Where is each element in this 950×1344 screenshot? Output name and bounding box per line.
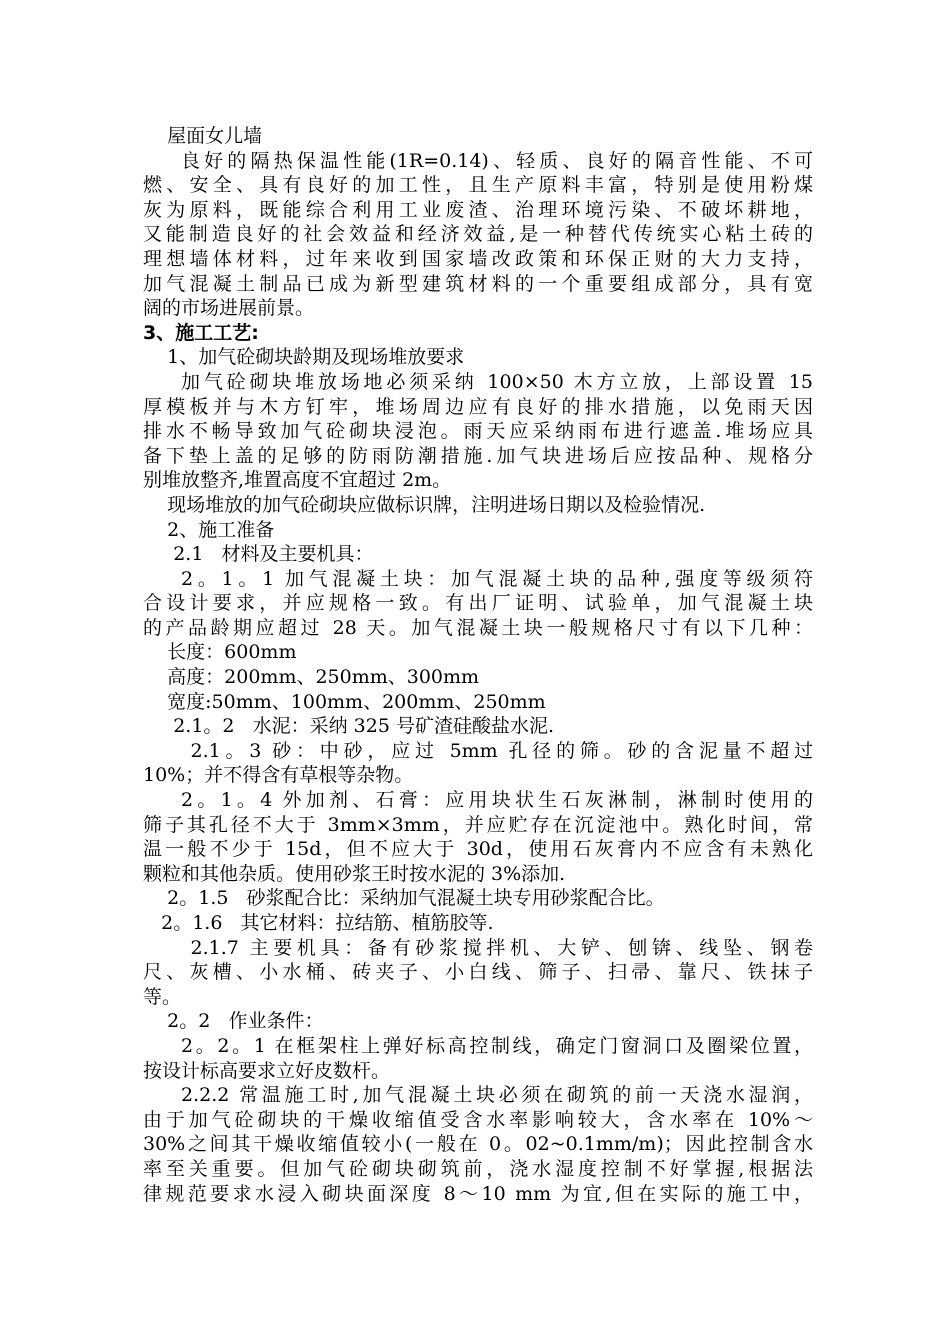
text-line: 的产品龄期应超过 28 天。加气混凝土块一般规格尺寸有以下几种：: [143, 616, 813, 639]
text-line: 别堆放整齐,堆置高度不宜超过 2m。: [143, 469, 452, 492]
text-line: 2。1。4 外加剂、石膏：应用块状生石灰淋制，淋制时使用的: [181, 789, 813, 812]
text-line: 屋面女儿墙: [143, 125, 263, 147]
text-line: 2。1。1 加气混凝土块：加气混凝土块的品种,强度等级须符: [181, 567, 813, 590]
text-line: 2。2 作业条件：: [143, 1010, 324, 1033]
text-line: 尺、灰槽、小水桶、砖夹子、小白线、筛子、扫帚、靠尺、铁抹子: [143, 961, 813, 984]
text-line: 阔的市场进展前景。: [143, 297, 315, 320]
text-line: 2。1.5 砂浆配合比：采纳加气混凝土块专用砂浆配合比。: [143, 887, 665, 910]
text-line: 理想墙体材料，过年来收到国家墙改政策和环保正财的大力支持，: [143, 247, 813, 270]
text-line: 10%；并不得含有草根等杂物。: [143, 764, 414, 787]
text-line: 颗粒和其他杂质。使用砂浆王时按水泥的 3%添加.: [143, 862, 566, 885]
text-line: 高度：200mm、250mm、300mm: [143, 666, 480, 689]
text-line: 30%之间其干燥收缩值较小(一般在 0。02~0.1mm/m)；因此控制含水: [143, 1133, 813, 1156]
text-line: 由于加气砼砌块的干燥收缩值受含水率影响较大，含水率在 10%～: [143, 1108, 813, 1131]
text-line: 2.1。2 水泥：采纳 325 号矿渣硅酸盐水泥.: [143, 715, 555, 738]
text-line: 2.2.2 常温施工时,加气混凝土块必须在砌筑的前一天浇水湿润，: [181, 1084, 813, 1107]
text-line: 按设计标高要求立好皮数杆。: [143, 1059, 391, 1082]
text-line: 2。1.6 其它材料：拉结筋、植筋胶等.: [143, 912, 494, 934]
text-line: 厚模板并与木方钉牢，堆场周边应有良好的排水措施，以免雨天因: [143, 395, 813, 418]
text-line: 律规范要求水浸入砌块面深度 8～10 mm 为宜,但在实际的施工中，: [143, 1182, 813, 1205]
text-line: 灰为原料，既能综合利用工业废渣、治理环境污染、不破坏耕地，: [143, 198, 813, 221]
text-line: 2、施工准备: [143, 518, 275, 541]
text-line: 现场堆放的加气砼砌块应做标识牌，注明进场日期以及检验情况.: [143, 493, 706, 516]
text-line: 宽度:50mm、100mm、200mm、250mm: [143, 690, 546, 713]
text-line: 又能制造良好的社会效益和经济效益,是一种替代传统实心粘土砖的: [143, 223, 813, 246]
text-line: 合设计要求，并应规格一致。有出厂证明、试验单，加气混凝土块: [143, 592, 813, 615]
text-line: 2.1.7 主要机具：备有砂浆搅拌机、大铲、刨锛、线坠、钢卷: [190, 936, 813, 959]
text-line: 1、加气砼砌块龄期及现场堆放要求: [143, 346, 465, 369]
body-text: [143, 124, 813, 1206]
text-line: 等。: [143, 985, 182, 1008]
text-line: 燃、安全、具有良好的加工性，且生产原料丰富，特别是使用粉煤: [143, 174, 813, 197]
text-line: 温一般不少于 15d，但不应大于 30d，使用石灰膏内不应含有未熟化: [143, 838, 813, 861]
text-line: 2.1 材料及主要机具：: [143, 543, 374, 566]
text-line: 筛子其孔径不大于 3mm×3mm，并应贮存在沉淀池中。熟化时间，常: [143, 813, 813, 836]
text-line: 良好的隔热保温性能(1R=0.14)、轻质、良好的隔音性能、不可: [181, 149, 813, 172]
text-line: 加气混凝土制品已成为新型建筑材料的一个重要组成部分，具有宽: [143, 272, 813, 295]
text-line: 备下垫上盖的足够的防雨防潮措施.加气块进场后应按品种、规格分: [143, 444, 813, 467]
text-line: 长度：600mm: [143, 641, 297, 664]
text-line: 2.1。3 砂：中砂，应过 5mm 孔径的筛。砂的含泥量不超过: [190, 739, 813, 762]
text-line: 率至关重要。但加气砼砌块砌筑前，浇水湿度控制不好掌握,根据法: [143, 1157, 813, 1180]
text-line: 加气砼砌块堆放场地必须采纳 100×50 木方立放，上部设置 15: [181, 370, 813, 393]
text-line: 2。2。1 在框架柱上弹好标高控制线，确定门窗洞口及圈梁位置，: [181, 1034, 813, 1057]
text-line: 排水不畅导致加气砼砌块浸泡。雨天应采纳雨布进行遮盖.堆场应具: [143, 420, 813, 443]
section-heading: 3、施工工艺:: [143, 321, 259, 344]
